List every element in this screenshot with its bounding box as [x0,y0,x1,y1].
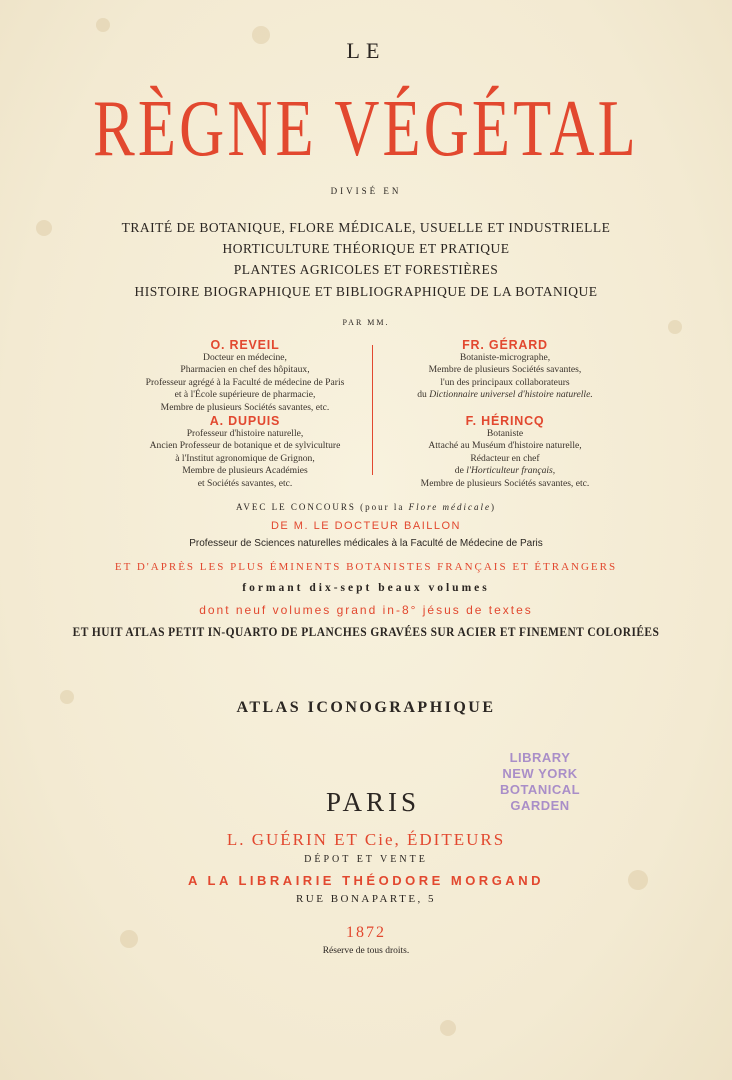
author-credential: Membre de plusieurs Sociétés savantes, etc. [160,401,330,413]
author-name: A. DUPUIS [209,414,281,428]
avec-prefix: AVEC LE CONCOURS (pour la [236,502,409,512]
credential-italic: Dictionnaire universel d'histoire naturelle. [429,389,593,400]
author-name: O. REVEIL [210,338,280,352]
author-credential: l'un des principaux collaborateurs [440,376,570,388]
credential-italic: l'Horticulteur français, [466,465,556,476]
author-credential: Professeur agrégé à la Faculté de médecine de Paris [145,376,345,388]
author-credential: Attaché au Muséum d'histoire naturelle, [428,440,582,451]
author-credential: et Sociétés savantes, etc. [197,477,293,489]
stamp-line: BOTANICAL [499,782,581,797]
avec-italic: Flore médicale [408,502,491,512]
subject-line: HORTICULTURE THÉORIQUE ET PRATIQUE [222,241,510,256]
atlas-heading: ATLAS ICONOGRAPHIQUE [236,699,496,716]
author-herincq [380,415,630,490]
baillon-line: DE M. LE DOCTEUR BAILLON [270,520,462,532]
foxing-spot [96,18,110,32]
author-credential [380,389,630,402]
author-name: F. HÉRINCQ [465,414,545,428]
author-reveil [120,339,370,414]
author-divider [372,345,373,475]
avec-suffix: ) [491,502,496,512]
credential-prefix: du [417,389,430,400]
author-credential: à l'Institut agronomique de Grignon, [175,452,315,464]
subject-line: TRAITÉ DE BOTANIQUE, FLORE MÉDICALE, USUELLE ET INDUSTRIELLE [121,220,611,235]
atlas-volumes-line: ET HUIT ATLAS PETIT IN-QUARTO DE PLANCHES GRAVÉES SUR ACIER ET FINEMENT COLORIÉES [72,624,660,639]
le-heading: LE [346,38,386,63]
author-dupuis [120,415,370,490]
baillon-title: Professeur de Sciences naturelles médicales à la Faculté de Médecine de Paris [189,538,543,549]
subject-line: PLANTES AGRICOLES ET FORESTIÈRES [233,262,499,277]
author-credential: Ancien Professeur de botanique et de sylviculture [149,440,341,451]
author-credential: et à l'École supérieure de pharmacie, [174,389,316,400]
year: 1872 [346,924,386,941]
address: RUE BONAPARTE, 5 [295,893,437,905]
library-stamp [488,750,592,814]
text-volumes-line: dont neuf volumes grand in-8° jésus de textes [199,603,533,617]
author-credential [380,465,630,478]
author-name: FR. GÉRARD [462,338,548,352]
author-credential: Professeur d'histoire naturelle, [186,427,304,439]
par-mm: PAR MM. [342,318,390,327]
publisher: L. GUÉRIN ET Cie, ÉDITEURS [226,830,506,849]
divise-en: DIVISÉ EN [330,186,402,196]
author-credential: Membre de plusieurs Sociétés savantes, etc. [420,477,590,489]
volumes-line: formant dix-sept beaux volumes [242,582,490,594]
author-credential: Pharmacien en chef des hôpitaux, [180,364,310,375]
author-credential: Botaniste [486,427,524,439]
avec-le-concours [0,502,732,512]
stamp-line: NEW YORK [502,766,578,781]
stamp-line: GARDEN [510,798,570,813]
author-gerard [380,339,630,402]
author-credential: Rédacteur en chef [470,452,540,464]
author-credential: Membre de plusieurs Académies [182,465,308,476]
rights-reserved: Réserve de tous droits. [322,946,410,956]
stamp-line: LIBRARY [509,750,571,765]
main-title: RÈGNE VÉGÉTAL [93,85,639,173]
city: PARIS [325,787,421,817]
author-credential: Membre de plusieurs Sociétés savantes, [428,364,582,375]
foxing-spot [440,1020,456,1036]
subject-line: HISTOIRE BIOGRAPHIQUE ET BIBLIOGRAPHIQUE DE LA BOTANIQUE [134,284,598,299]
credential-prefix: de [454,465,467,476]
depot-vente: DÉPOT ET VENTE [304,854,428,865]
bookseller: A LA LIBRAIRIE THÉODORE MORGAND [188,873,544,888]
author-credential: Docteur en médecine, [203,351,287,363]
author-credential: Botaniste-micrographe, [459,351,551,363]
eminent-botanists-line: ET D'APRÈS LES PLUS ÉMINENTS BOTANISTES FRANÇAIS ET ÉTRANGERS [114,561,618,573]
